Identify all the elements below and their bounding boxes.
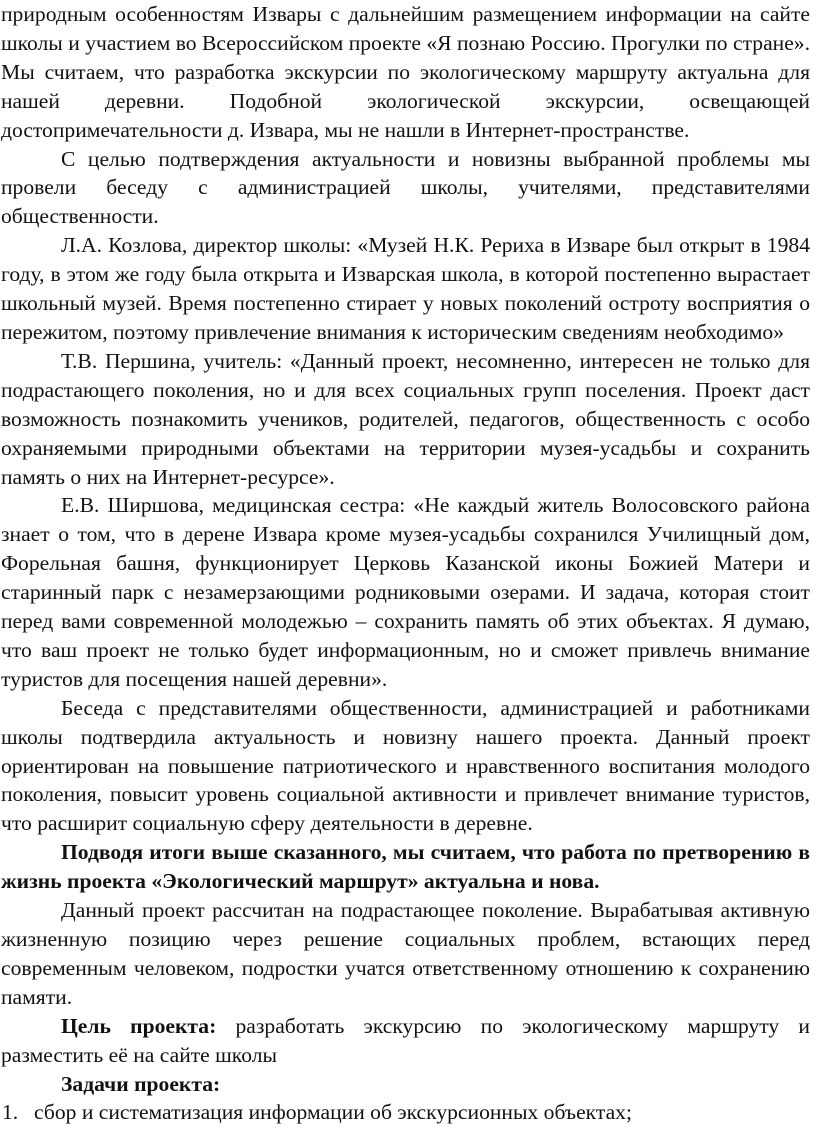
paragraph-quote-shirshova: Е.В. Ширшова, медицинская сестра: «Не каждый житель Волосовского района знает о том, что в дерене Извара кроме музея-усадьбы сохранился Училищный дом, Форельная башня, функционирует Церковь Казанской иконы Божией Матери и старинный парк с незамерзающими родниковыми озерами. И задача, которая стоит перед вами современной молодежью – сохранить память об этих объектах. Я думаю, что ваш проект не только будет информационным, но и сможет привлечь внимание туристов для посещения нашей деревни». [1, 493, 810, 691]
paragraph-project-goal [1, 1012, 810, 1070]
paragraph-target-audience: Данный проект рассчитан на подрастающее поколение. Вырабатывая активную жизненную позицию через решение социальных проблем, встающих перед современным человеком, подростки учатся ответственному отношению к сохранению памяти. [1, 898, 810, 1009]
paragraph-summary-bold: Подводя итоги выше сказанного, мы считаем, что работа по претворению в жизнь проекта «Экологический маршрут» актуальна и нова. [1, 840, 810, 894]
paragraph-survey-intro: С целью подтверждения актуальности и новизны выбранной проблемы мы провели беседу с администрацией школы, учителями, представителями общественности. [1, 146, 810, 229]
list-item-number: 1. [2, 1100, 19, 1125]
tasks-heading: Задачи проекта: [61, 1071, 221, 1096]
goal-label: Цель проекта: [61, 1013, 217, 1038]
paragraph-intro-continuation: природным особенностям Извары с дальнейшим размещением информации на сайте школы и участием во Всероссийском проекте «Я познаю Россию. Прогулки по стране». Мы считаем, что разработка экскурсии по экологическому маршруту актуальна для нашей деревни. Подобной экологической экскурсии, освещающей достопримечательности д. Извара, мы не нашли в Интернет-пространстве. [1, 2, 810, 142]
paragraph-survey-conclusion: Беседа с представителями общественности, администрацией и работниками школы подтвердила актуальность и новизну нашего проекта. Данный проект ориентирован на повышение патриотического и нравственного воспитания молодого поколения, повысит уровень социальной активности и привлечет внимание туристов, что расширит социальную сферу деятельности в деревне. [1, 695, 810, 836]
paragraph-quote-kozlova: Л.А. Козлова, директор школы: «Музей Н.К. Рериха в Изваре был открыт в 1984 году, в этом же году была открыта и Изварская школа, в которой постепенно вырастает школьный музей. Время постепенно стирает у новых поколений остроту восприятия о пережитом, поэтому привлечение внимания к историческим сведениям необходимо» [1, 233, 810, 344]
goal-text: разработать экскурсию по экологическому маршруту и разместить её на сайте школы [1, 1013, 810, 1067]
list-item [2, 1098, 810, 1127]
paragraph-quote-pershina: Т.В. Першина, учитель: «Данный проект, несомненно, интересен не только для подрастающего поколения, но и для всех социальных групп поселения. Проект даст возможность познакомить учеников, родителей, педагогов, общественность с особо охраняемыми природными объектами на территории музея-усадьбы и сохранить память о них на Интернет-ресурсе». [1, 348, 810, 489]
list-item-text: сбор и систематизация информации об экскурсионных объектах; [34, 1100, 632, 1125]
tasks-list [1, 1098, 810, 1127]
